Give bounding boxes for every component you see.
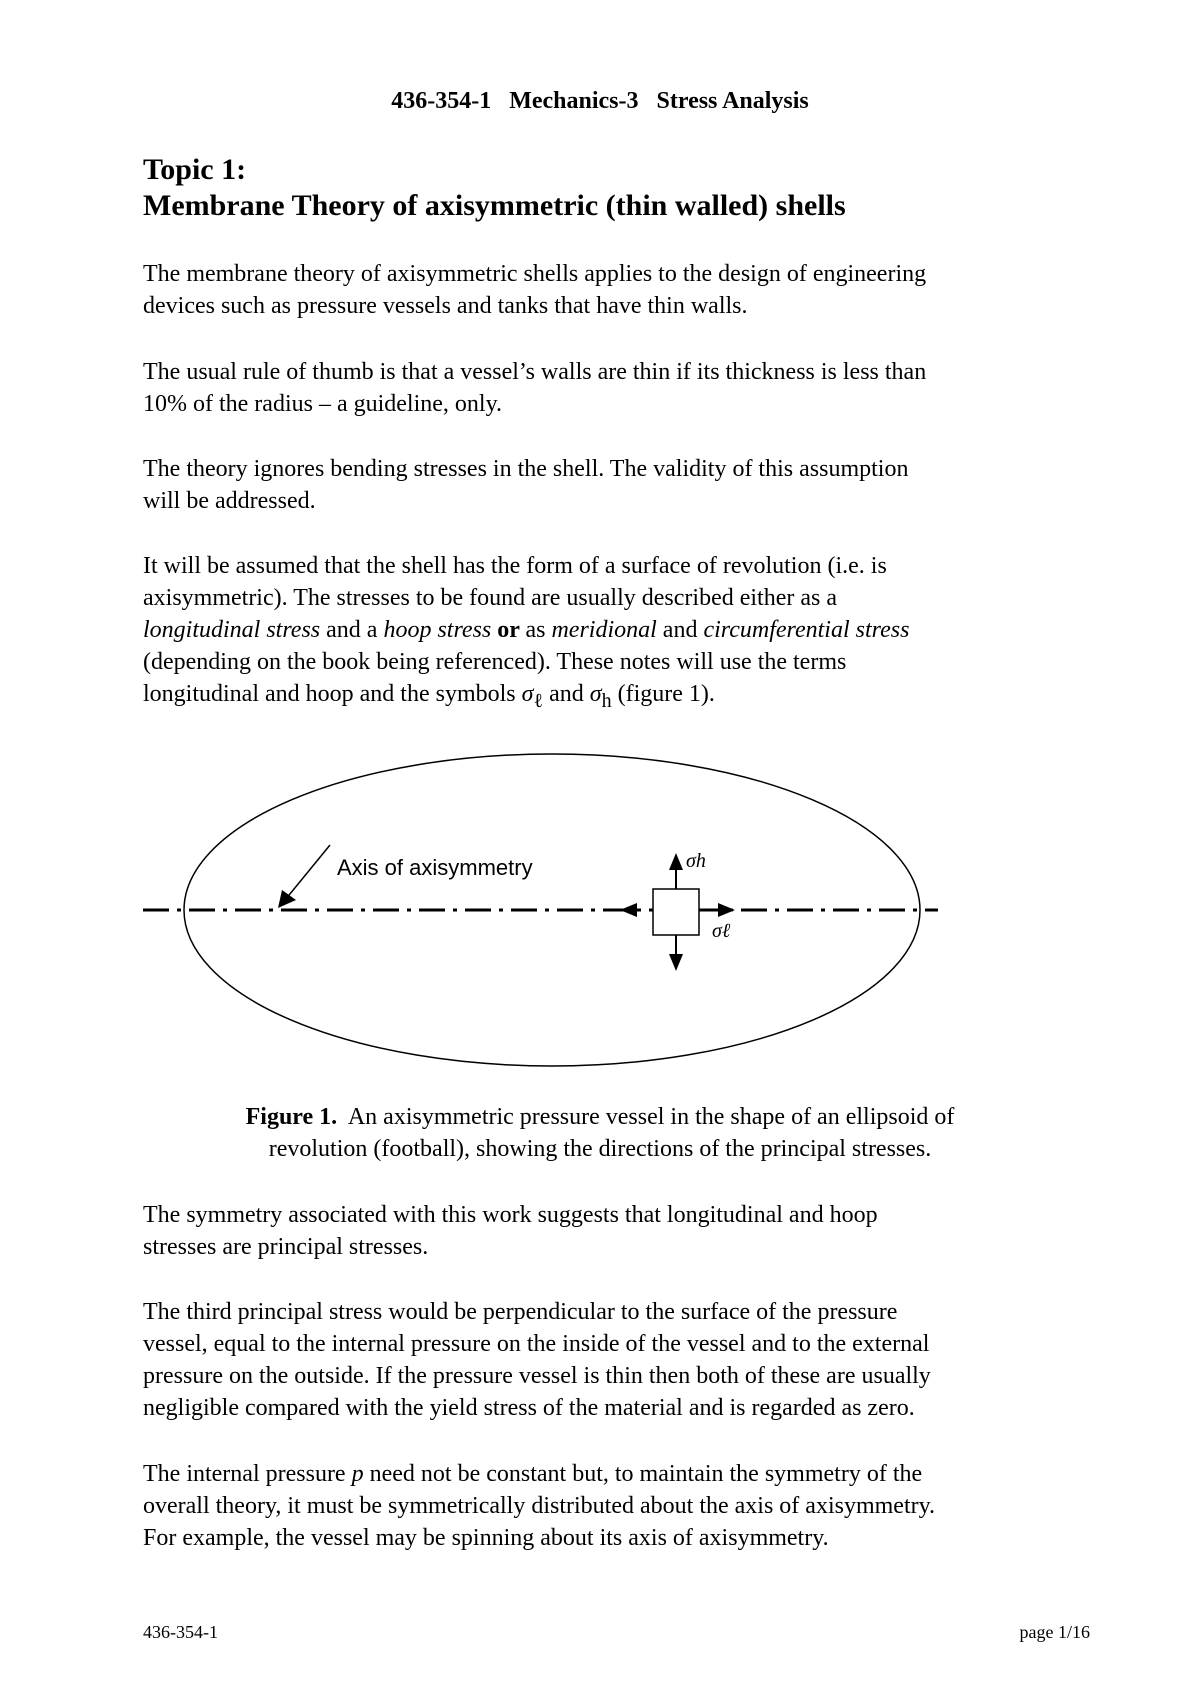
text-line: (depending on the book being referenced). These notes will use the terms: [143, 649, 847, 675]
text-line: The theory ignores bending stresses in the shell. The validity of this assumption: [143, 456, 909, 482]
term-longitudinal-stress: longitudinal stress: [143, 617, 321, 643]
leader-arrowhead-icon: [278, 890, 296, 908]
text-fragment: need not be constant but, to maintain the symmetry of the: [363, 1461, 923, 1487]
arrowhead-down-icon: [669, 954, 683, 971]
caption-line: [100, 1101, 1100, 1133]
arrowhead-right-icon: [718, 903, 735, 917]
term-circumferential-stress: circumferential stress: [703, 617, 910, 643]
topic-title: [143, 152, 846, 224]
text-line: The usual rule of thumb is that a vessel’s walls are thin if its thickness is less than: [143, 359, 927, 385]
term-meridional: meridional: [551, 617, 657, 643]
text-fragment: The internal pressure: [143, 1461, 352, 1487]
paragraph-intro: [143, 258, 1103, 322]
text-line: [143, 1458, 1103, 1490]
text-line: will be addressed.: [143, 488, 316, 514]
figure-caption: [100, 1101, 1100, 1165]
text-line: For example, the vessel may be spinning about its axis of axisymmetry.: [143, 1525, 829, 1551]
caption-label: Figure 1.: [245, 1104, 338, 1130]
text-fragment: or: [491, 617, 526, 643]
text-fragment: An axisymmetric pressure vessel in the shape of an ellipsoid of: [337, 1104, 955, 1130]
paragraph-third-stress: [143, 1296, 1103, 1424]
axis-label-leader: [285, 845, 330, 900]
subscript-l: ℓ: [533, 689, 544, 712]
sigma-l-label: σℓ: [712, 920, 731, 942]
text-line: The membrane theory of axisymmetric shells applies to the design of engineering: [143, 261, 927, 287]
subscript-h: h: [601, 689, 612, 712]
text-line: It will be assumed that the shell has the form of a surface of revolution (i.e. is: [143, 553, 887, 579]
text-line: 10% of the radius – a guideline, only.: [143, 391, 503, 417]
text-fragment: and: [656, 617, 704, 643]
paragraph-rule-of-thumb: [143, 356, 1103, 420]
text-fragment: longitudinal and hoop and the symbols: [143, 681, 522, 707]
text-line: overall theory, it must be symmetrically distributed about the axis of axisymmetry.: [143, 1493, 936, 1519]
text-line: [143, 614, 1103, 646]
text-fragment: and: [543, 681, 590, 707]
text-line: negligible compared with the yield stress of the material and is regarded as zero.: [143, 1395, 915, 1421]
text-line: The third principal stress would be perpendicular to the surface of the pressure: [143, 1299, 898, 1325]
pressure-symbol: p: [351, 1461, 364, 1487]
sigma-symbol: σ: [589, 681, 602, 707]
topic-heading: Membrane Theory of axisymmetric (thin walled) shells: [143, 189, 846, 222]
paragraph-stresses: [143, 550, 1103, 717]
sigma-h-label: σh: [686, 850, 706, 872]
text-fragment: and a: [320, 617, 384, 643]
document-header: 436-354-1 Mechanics-3 Stress Analysis: [391, 88, 809, 114]
text-line: [143, 678, 1103, 717]
pressure-vessel-figure: [0, 740, 1200, 1080]
caption-line: revolution (football), showing the directions of the principal stresses.: [268, 1136, 932, 1162]
text-fragment: as: [525, 617, 552, 643]
text-line: axisymmetric). The stresses to be found are usually described either as a: [143, 585, 837, 611]
paragraph-internal-pressure: [143, 1458, 1103, 1554]
footer-course-code: 436-354-1: [143, 1622, 218, 1642]
paragraph-principal: [143, 1199, 1103, 1263]
axis-label: Axis of axisymmetry: [337, 855, 533, 880]
term-hoop-stress: hoop stress: [383, 617, 492, 643]
paragraph-bending: [143, 453, 1103, 517]
text-line: pressure on the outside. If the pressure vessel is thin then both of these are usually: [143, 1363, 931, 1389]
stress-element: [653, 889, 699, 935]
arrowhead-up-icon: [669, 853, 683, 870]
text-line: stresses are principal stresses.: [143, 1234, 429, 1260]
text-fragment: (figure 1).: [611, 681, 715, 707]
footer-page-number: page 1/16: [1019, 1622, 1090, 1642]
text-line: The symmetry associated with this work suggests that longitudinal and hoop: [143, 1202, 878, 1228]
sigma-symbol: σ: [521, 681, 534, 707]
text-line: vessel, equal to the internal pressure on the inside of the vessel and to the external: [143, 1331, 930, 1357]
topic-number: Topic 1:: [143, 153, 247, 186]
text-line: devices such as pressure vessels and tanks that have thin walls.: [143, 293, 748, 319]
arrowhead-left-icon: [620, 903, 637, 917]
